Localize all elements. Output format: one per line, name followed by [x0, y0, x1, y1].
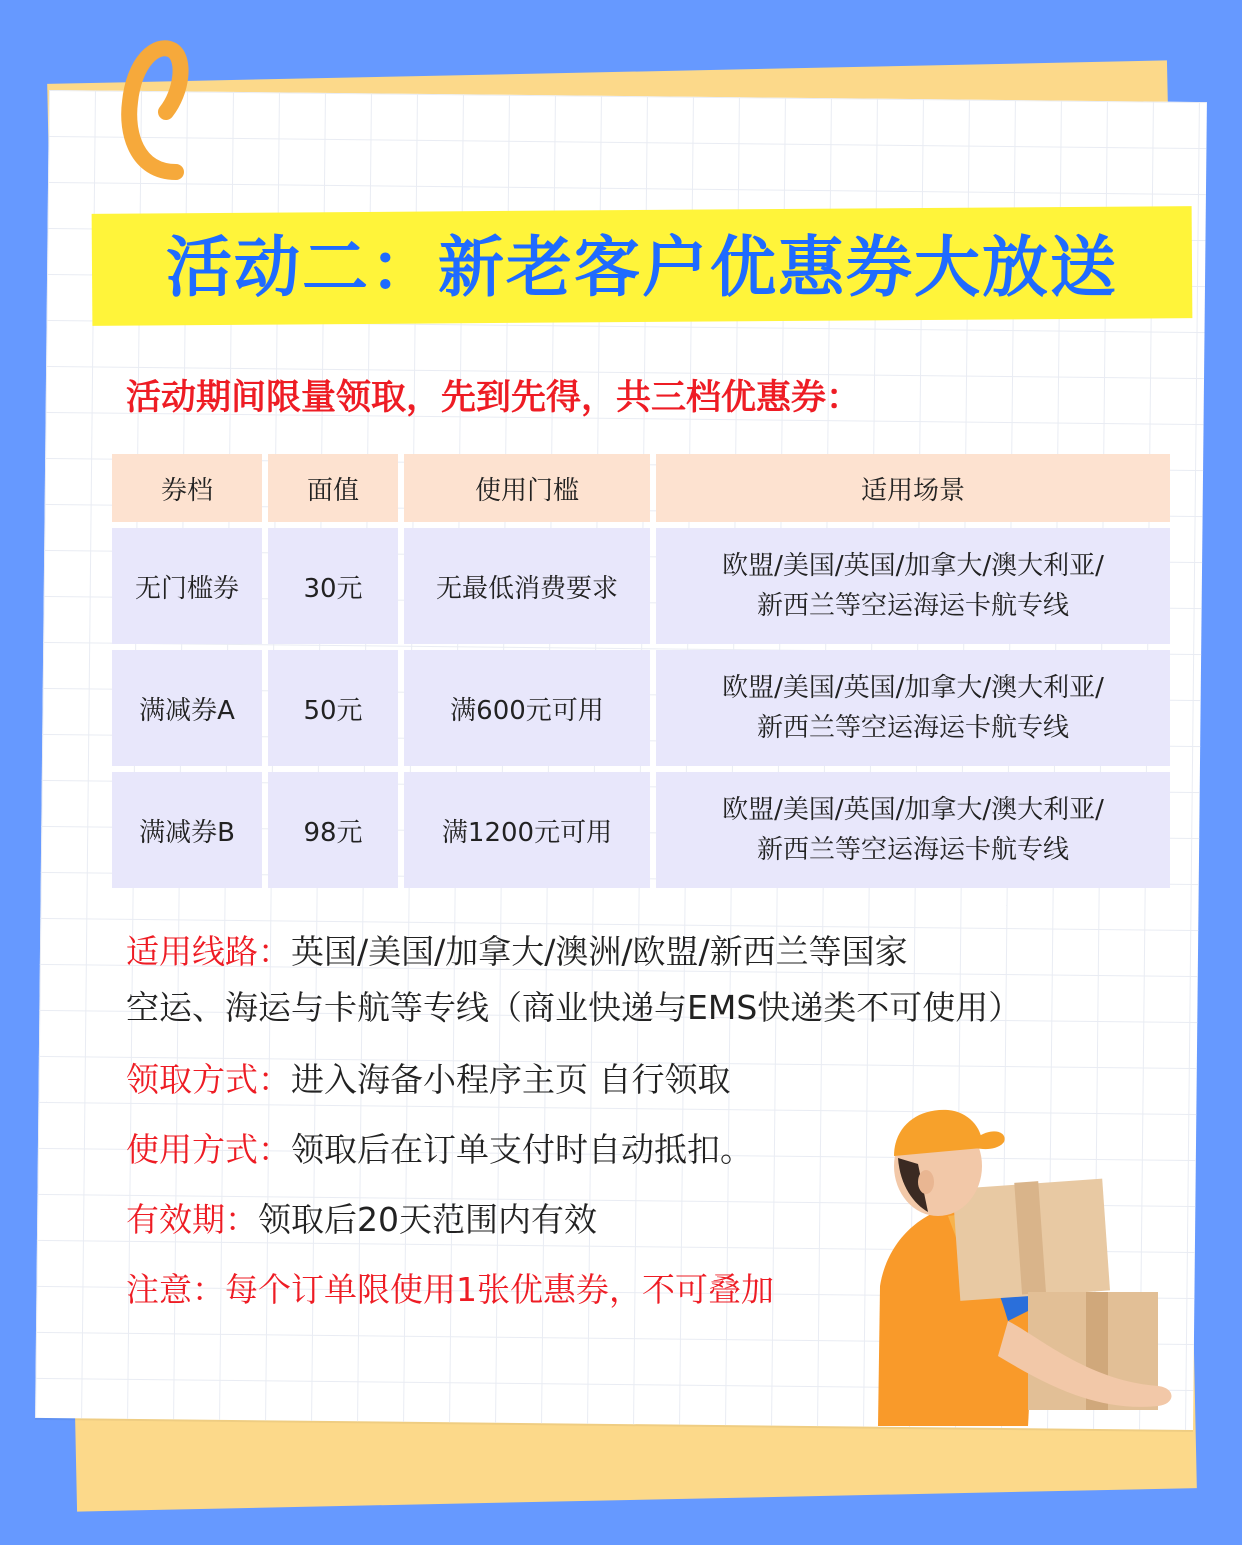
header-scene: 适用场景 [656, 454, 1170, 522]
cell-value: 50元 [268, 650, 398, 766]
routes-text-2: 空运、海运与卡航等专线（商业快递与EMS快递类不可使用） [126, 988, 1022, 1027]
validity-label: 有效期： [126, 1200, 258, 1239]
use-label: 使用方式： [126, 1130, 291, 1169]
use-text: 领取后在订单支付时自动抵扣。 [291, 1130, 753, 1169]
scene-line: 新西兰等空运海运卡航专线 [756, 591, 1069, 621]
note-text: 注意：每个订单限使用1张优惠券，不可叠加 [126, 1270, 774, 1309]
cell-tier: 满减券B [112, 772, 262, 888]
cell-threshold: 无最低消费要求 [404, 528, 650, 644]
header-tier: 券档 [112, 454, 262, 522]
cell-value: 98元 [268, 772, 398, 888]
cell-tier: 无门槛券 [112, 528, 262, 644]
cell-threshold: 满600元可用 [404, 650, 650, 766]
table-row [112, 772, 1170, 894]
header-threshold: 使用门槛 [404, 454, 650, 522]
cell-value: 30元 [268, 528, 398, 644]
cell-scene [656, 650, 1170, 766]
scene-line: 欧盟/美国/英国/加拿大/澳大利亚/ [722, 551, 1104, 581]
validity-info [126, 1196, 597, 1244]
use-info [126, 1126, 753, 1174]
routes-text: 英国/美国/加拿大/澳洲/欧盟/新西兰等国家 [291, 932, 908, 971]
scene-line: 欧盟/美国/英国/加拿大/澳大利亚/ [722, 673, 1104, 703]
cell-threshold: 满1200元可用 [404, 772, 650, 888]
courier-illustration [858, 1086, 1188, 1426]
routes-label: 适用线路： [126, 932, 291, 971]
intro-text: 活动期间限量领取，先到先得，共三档优惠券： [126, 378, 862, 418]
claim-label: 领取方式： [126, 1060, 291, 1099]
routes-info [126, 928, 1021, 1032]
page-title: 活动二：新老客户优惠券大放送 [166, 229, 1118, 306]
binder-ring-icon [116, 32, 196, 182]
cell-tier: 满减券A [112, 650, 262, 766]
scene-line: 新西兰等空运海运卡航专线 [756, 713, 1069, 743]
scene-line: 欧盟/美国/英国/加拿大/澳大利亚/ [722, 795, 1104, 825]
claim-text: 进入海备小程序主页 自行领取 [291, 1060, 731, 1099]
coupon-table [112, 454, 1170, 894]
table-row [112, 528, 1170, 650]
claim-info [126, 1056, 731, 1104]
header-value: 面值 [268, 454, 398, 522]
cell-scene [656, 772, 1170, 888]
validity-text: 领取后20天范围内有效 [258, 1200, 597, 1239]
table-header-row [112, 454, 1170, 528]
scene-line: 新西兰等空运海运卡航专线 [756, 835, 1069, 865]
table-row [112, 650, 1170, 772]
cell-scene [656, 528, 1170, 644]
